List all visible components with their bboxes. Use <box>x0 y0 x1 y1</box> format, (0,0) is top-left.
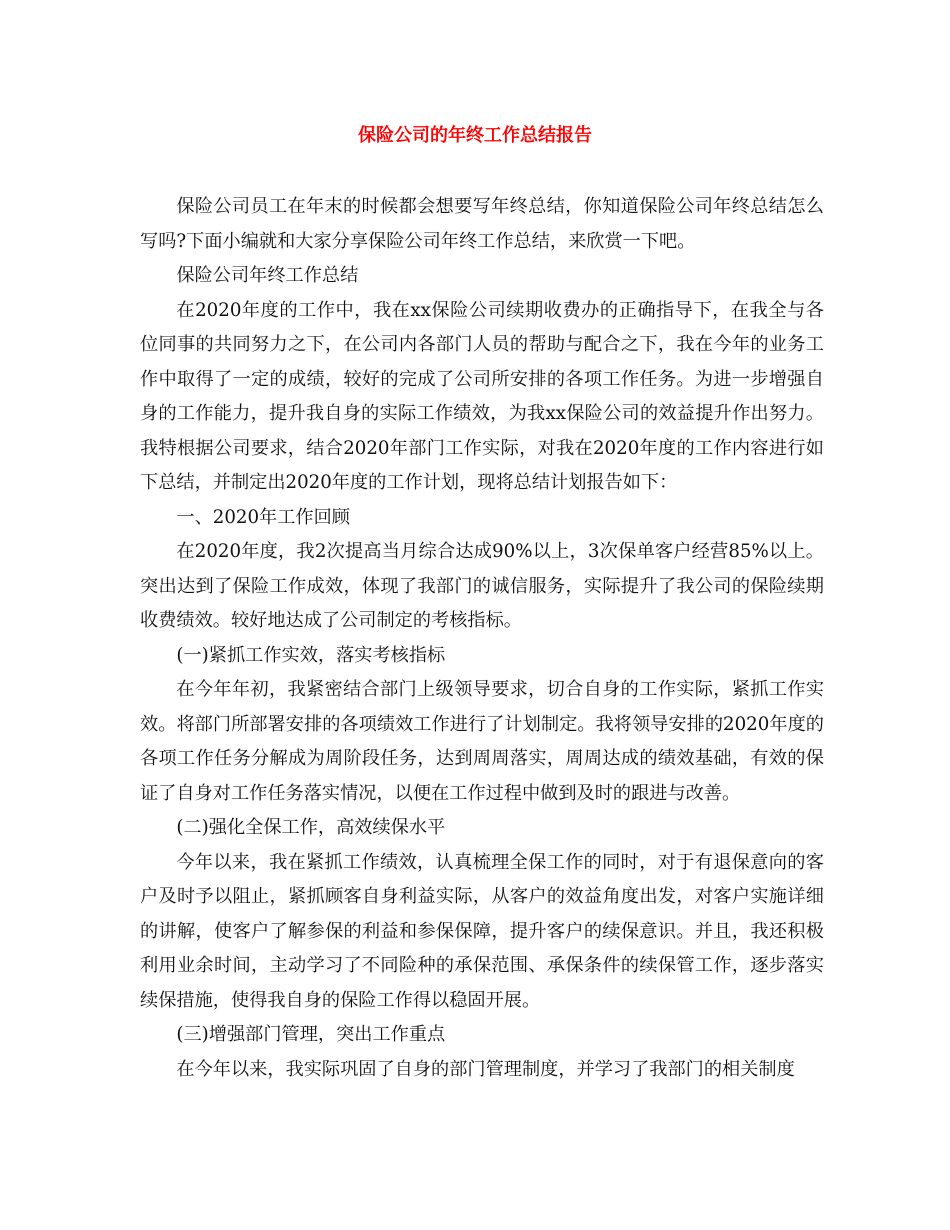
section-heading-summary: 保险公司年终工作总结 <box>176 265 359 286</box>
review-paragraph: 在2020年度，我2次提高当月综合达成90%以上，3次保单客户经营85%以上。突出达到了保险工作成效，体现了我部门的诚信服务，实际提升了我公司的保险续期收费绩效。较好地达成了公司制定的考核指标。 <box>140 541 824 631</box>
overview-paragraph: 在2020年度的工作中，我在xx保险公司续期收费办的正确指导下，在我全与各位同事的共同努力之下，在公司内各部门人员的帮助与配合之下，我在今年的业务工作中取得了一定的成绩，较好的完成了公司所安排的各项工作任务。为进一步增强自身的工作能力，提升我自身的实际工作绩效，为我xx保险公司的效益提升作出努力。我特根据公司要求，结合2020年部门工作实际，对我在2020年度的工作内容进行如下总结，并制定出2020年度的工作计划，现将总结计划报告如下： <box>140 299 824 493</box>
subsection-1-paragraph: 在今年年初，我紧密结合部门上级领导要求，切合自身的工作实际，紧抓工作实效。将部门所部署安排的各项绩效工作进行了计划制定。我将领导安排的2020年度的各项工作任务分解成为周阶段任务，达到周周落实，周周达成的绩效基础，有效的保证了自身对工作任务落实情况，以便在工作过程中做到及时的跟进与改善。 <box>140 679 824 804</box>
section-heading-review: 一、2020年工作回顾 <box>176 506 350 528</box>
subsection-heading-1: (一)紧抓工作实效，落实考核指标 <box>176 644 446 666</box>
document-title: 保险公司的年终工作总结报告 <box>358 125 592 146</box>
intro-paragraph: 保险公司员工在年末的时候都会想要写年终总结，你知道保险公司年终总结怎么写吗?下面小编就和大家分享保险公司年终工作总结，来欣赏一下吧。 <box>140 196 824 252</box>
document-body <box>140 190 824 1087</box>
subsection-3-paragraph: 在今年以来，我实际巩固了自身的部门管理制度，并学习了我部门的相关制度 <box>176 1058 795 1080</box>
subsection-2-paragraph: 今年以来，我在紧抓工作绩效，认真梳理全保工作的同时，对于有退保意向的客户及时予以阻止，紧抓顾客自身利益实际，从客户的效益角度出发，对客户实施详细的讲解，使客户了解参保的利益和参保保障，提升客户的续保意识。并且，我还积极利用业余时间，主动学习了不同险种的承保范围、承保条件的续保管工作，逐步落实续保措施，使得我自身的保险工作得以稳固开展。 <box>140 851 824 1011</box>
subsection-heading-2: (二)强化全保工作，高效续保水平 <box>176 817 446 838</box>
subsection-heading-3: (三)增强部门管理，突出工作重点 <box>176 1024 446 1045</box>
